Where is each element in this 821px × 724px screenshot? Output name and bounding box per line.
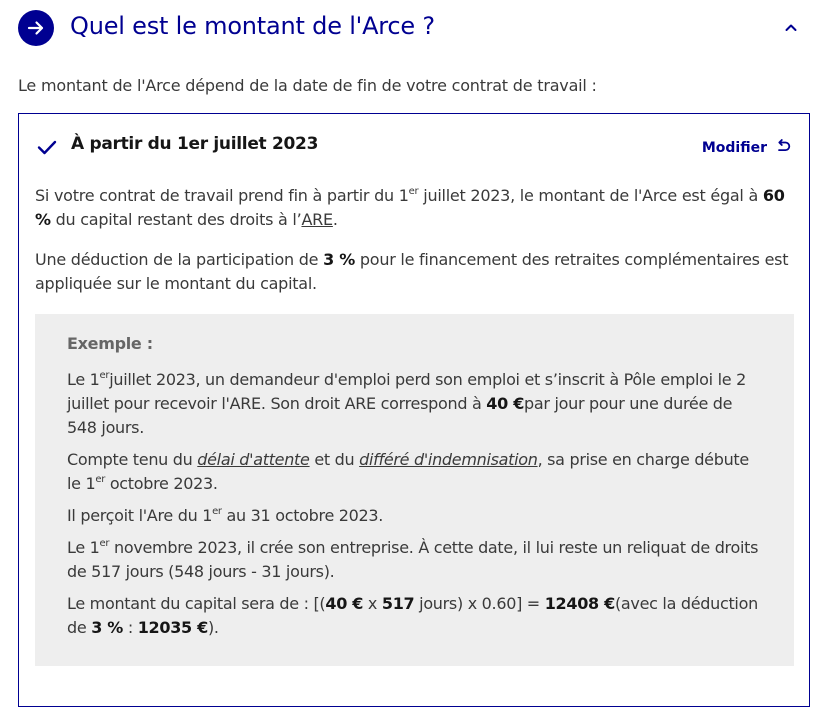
are-link[interactable]: ARE (301, 210, 333, 229)
paragraph-rate: Si votre contrat de travail prend fin à partir du 1er juillet 2023, le montant de l'Arce est égal à 60 % du capital restant des droits à l’ARE. (35, 186, 785, 229)
paragraph-deduction: Une déduction de la participation de 3 % pour le financement des retraites complémentaires est appliquée sur le montant du capital. (35, 250, 789, 293)
intro-text: Le montant de l'Arce dépend de la date de fin de votre contrat de travail : (18, 76, 597, 95)
example-title: Exemple : (67, 334, 153, 353)
arrow-right-icon (18, 10, 54, 46)
accordion-header[interactable] (18, 10, 808, 48)
differe-indemnisation-link[interactable]: différé d'indemnisation (359, 450, 538, 469)
reset-icon (775, 138, 791, 158)
modify-button[interactable] (702, 138, 791, 158)
example-paragraph: Le 1er novembre 2023, il crée son entreprise. À cette date, il lui reste un reliquat de droits de 517 jours (548 jours - 31 jours). (67, 538, 759, 581)
example-box (35, 314, 794, 666)
modify-label: Modifier (701, 140, 767, 156)
answer-body (35, 184, 795, 312)
example-paragraph: Compte tenu du délai d'attente et du différé d'indemnisation, sa prise en charge débute le 1er octobre 2023. (67, 450, 749, 493)
example-paragraph: Il perçoit l'Are du 1er au 31 octobre 2023. (67, 506, 384, 525)
check-icon (37, 138, 57, 160)
example-paragraph: Le 1erjuillet 2023, un demandeur d'emploi perd son emploi et s’inscrit à Pôle emploi le 2 juillet pour recevoir l'ARE. Son droit ARE correspond à 40 €par jour pour une durée de 548 jours. (67, 370, 746, 437)
chevron-up-icon[interactable] (784, 20, 798, 39)
example-calculation: Le montant du capital sera de : [(40 € x 517 jours) x 0.60] = 12408 €(avec la déduction de 3 % : 12035 €). (67, 594, 758, 637)
delai-attente-link[interactable]: délai d'attente (197, 450, 310, 469)
answer-panel (18, 113, 810, 707)
section-title: À partir du 1er juillet 2023 (71, 134, 319, 154)
accordion-title: Quel est le montant de l'Arce ? (70, 12, 435, 40)
